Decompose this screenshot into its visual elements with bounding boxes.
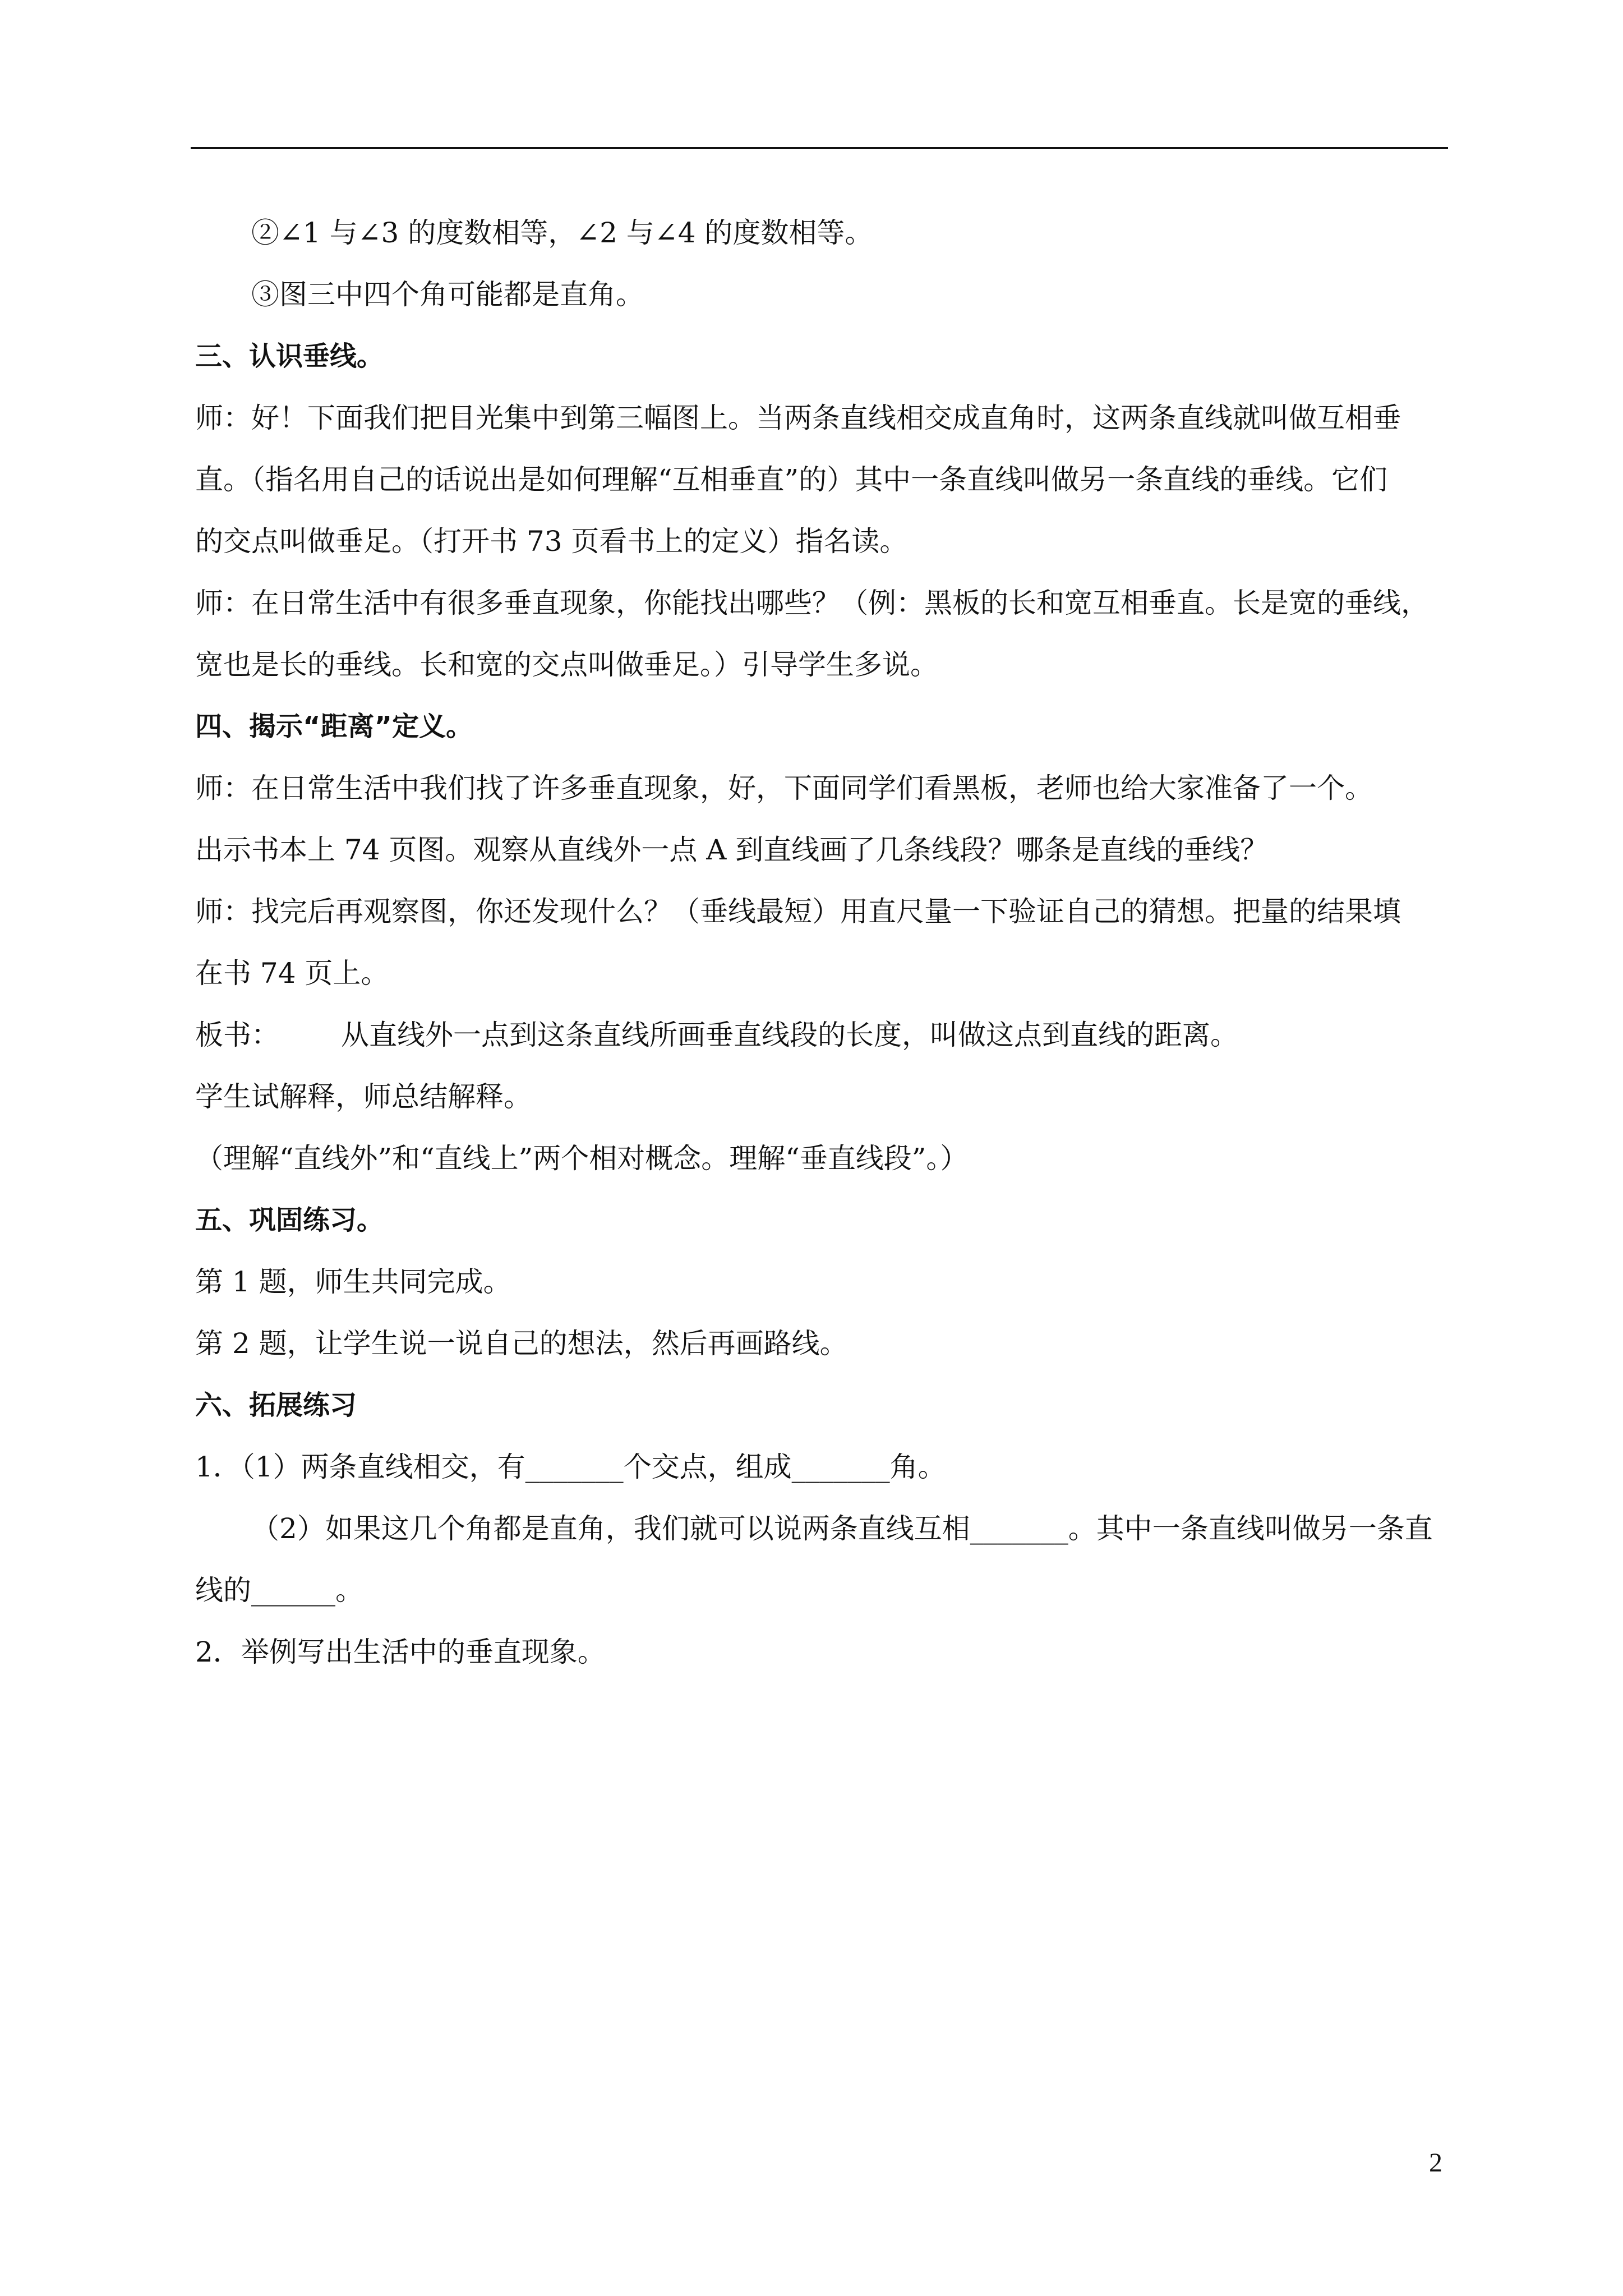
text-line: 出示书本上 74 页图。观察从直线外一点 A 到直线画了几条线段？哪条是直线的垂线？ (195, 834, 1269, 866)
text-line: 第 1 题，师生共同完成。 (195, 1266, 511, 1298)
exercise-line: 1．（1）两条直线相交，有_______个交点，组成_______角。 (195, 1451, 946, 1483)
text-line: 师：在日常生活中有很多垂直现象，你能找出哪些？（例：黑板的长和宽互相垂直。长是宽的垂线， (195, 587, 1429, 619)
text-line: 在书 74 页上。 (195, 957, 389, 990)
text-line: 的交点叫做垂足。（打开书 73 页看书上的定义）指名读。 (195, 525, 908, 558)
text-line: 师：找完后再观察图，你还发现什么？（垂线最短）用直尺量一下验证自己的猜想。把量的结果填 (195, 895, 1401, 928)
page-number: 2 (1429, 2148, 1442, 2178)
text-line: 学生试解释，师总结解释。 (195, 1080, 532, 1113)
text-line: ③图三中四个角可能都是直角。 (251, 278, 644, 311)
board-line (195, 1004, 1446, 1066)
header-rule (191, 147, 1448, 149)
text-line: ②∠1 与∠3 的度数相等，∠2 与∠4 的度数相等。 (251, 217, 873, 249)
exercise-line: 线的______。 (195, 1574, 363, 1607)
text-line: 宽也是长的垂线。长和宽的交点叫做垂足。）引导学生多说。 (195, 648, 938, 681)
section-heading: 六、拓展练习 (195, 1389, 357, 1421)
section-heading: 五、巩固练习。 (195, 1204, 384, 1236)
text-line: 师：在日常生活中我们找了许多垂直现象，好，下面同学们看黑板，老师也给大家准备了一个。 (195, 772, 1373, 804)
text-line: 直。（指名用自己的话说出是如何理解“互相垂直”的）其中一条直线叫做另一条直线的垂线。它们 (195, 463, 1388, 496)
exercise-line: （2）如果这几个角都是直角，我们就可以说两条直线互相_______。其中一条直线叫做另一条直 (251, 1512, 1433, 1545)
section-heading: 三、认识垂线。 (195, 341, 384, 372)
board-text: 从直线外一点到这条直线所画垂直线段的长度，叫做这点到直线的距离。 (341, 1019, 1238, 1051)
document-body (195, 202, 1446, 1683)
text-line: 第 2 题，让学生说一说自己的想法，然后再画路线。 (195, 1327, 848, 1360)
text-line: （理解“直线外”和“直线上”两个相对概念。理解“垂直线段”。） (195, 1142, 969, 1175)
exercise-line: 2．举例写出生活中的垂直现象。 (195, 1636, 606, 1668)
text-line: 师：好！下面我们把目光集中到第三幅图上。当两条直线相交成直角时，这两条直线就叫做互相垂 (195, 402, 1401, 434)
section-heading: 四、揭示“距离”定义。 (195, 711, 473, 742)
board-label: 板书： (195, 1019, 279, 1051)
